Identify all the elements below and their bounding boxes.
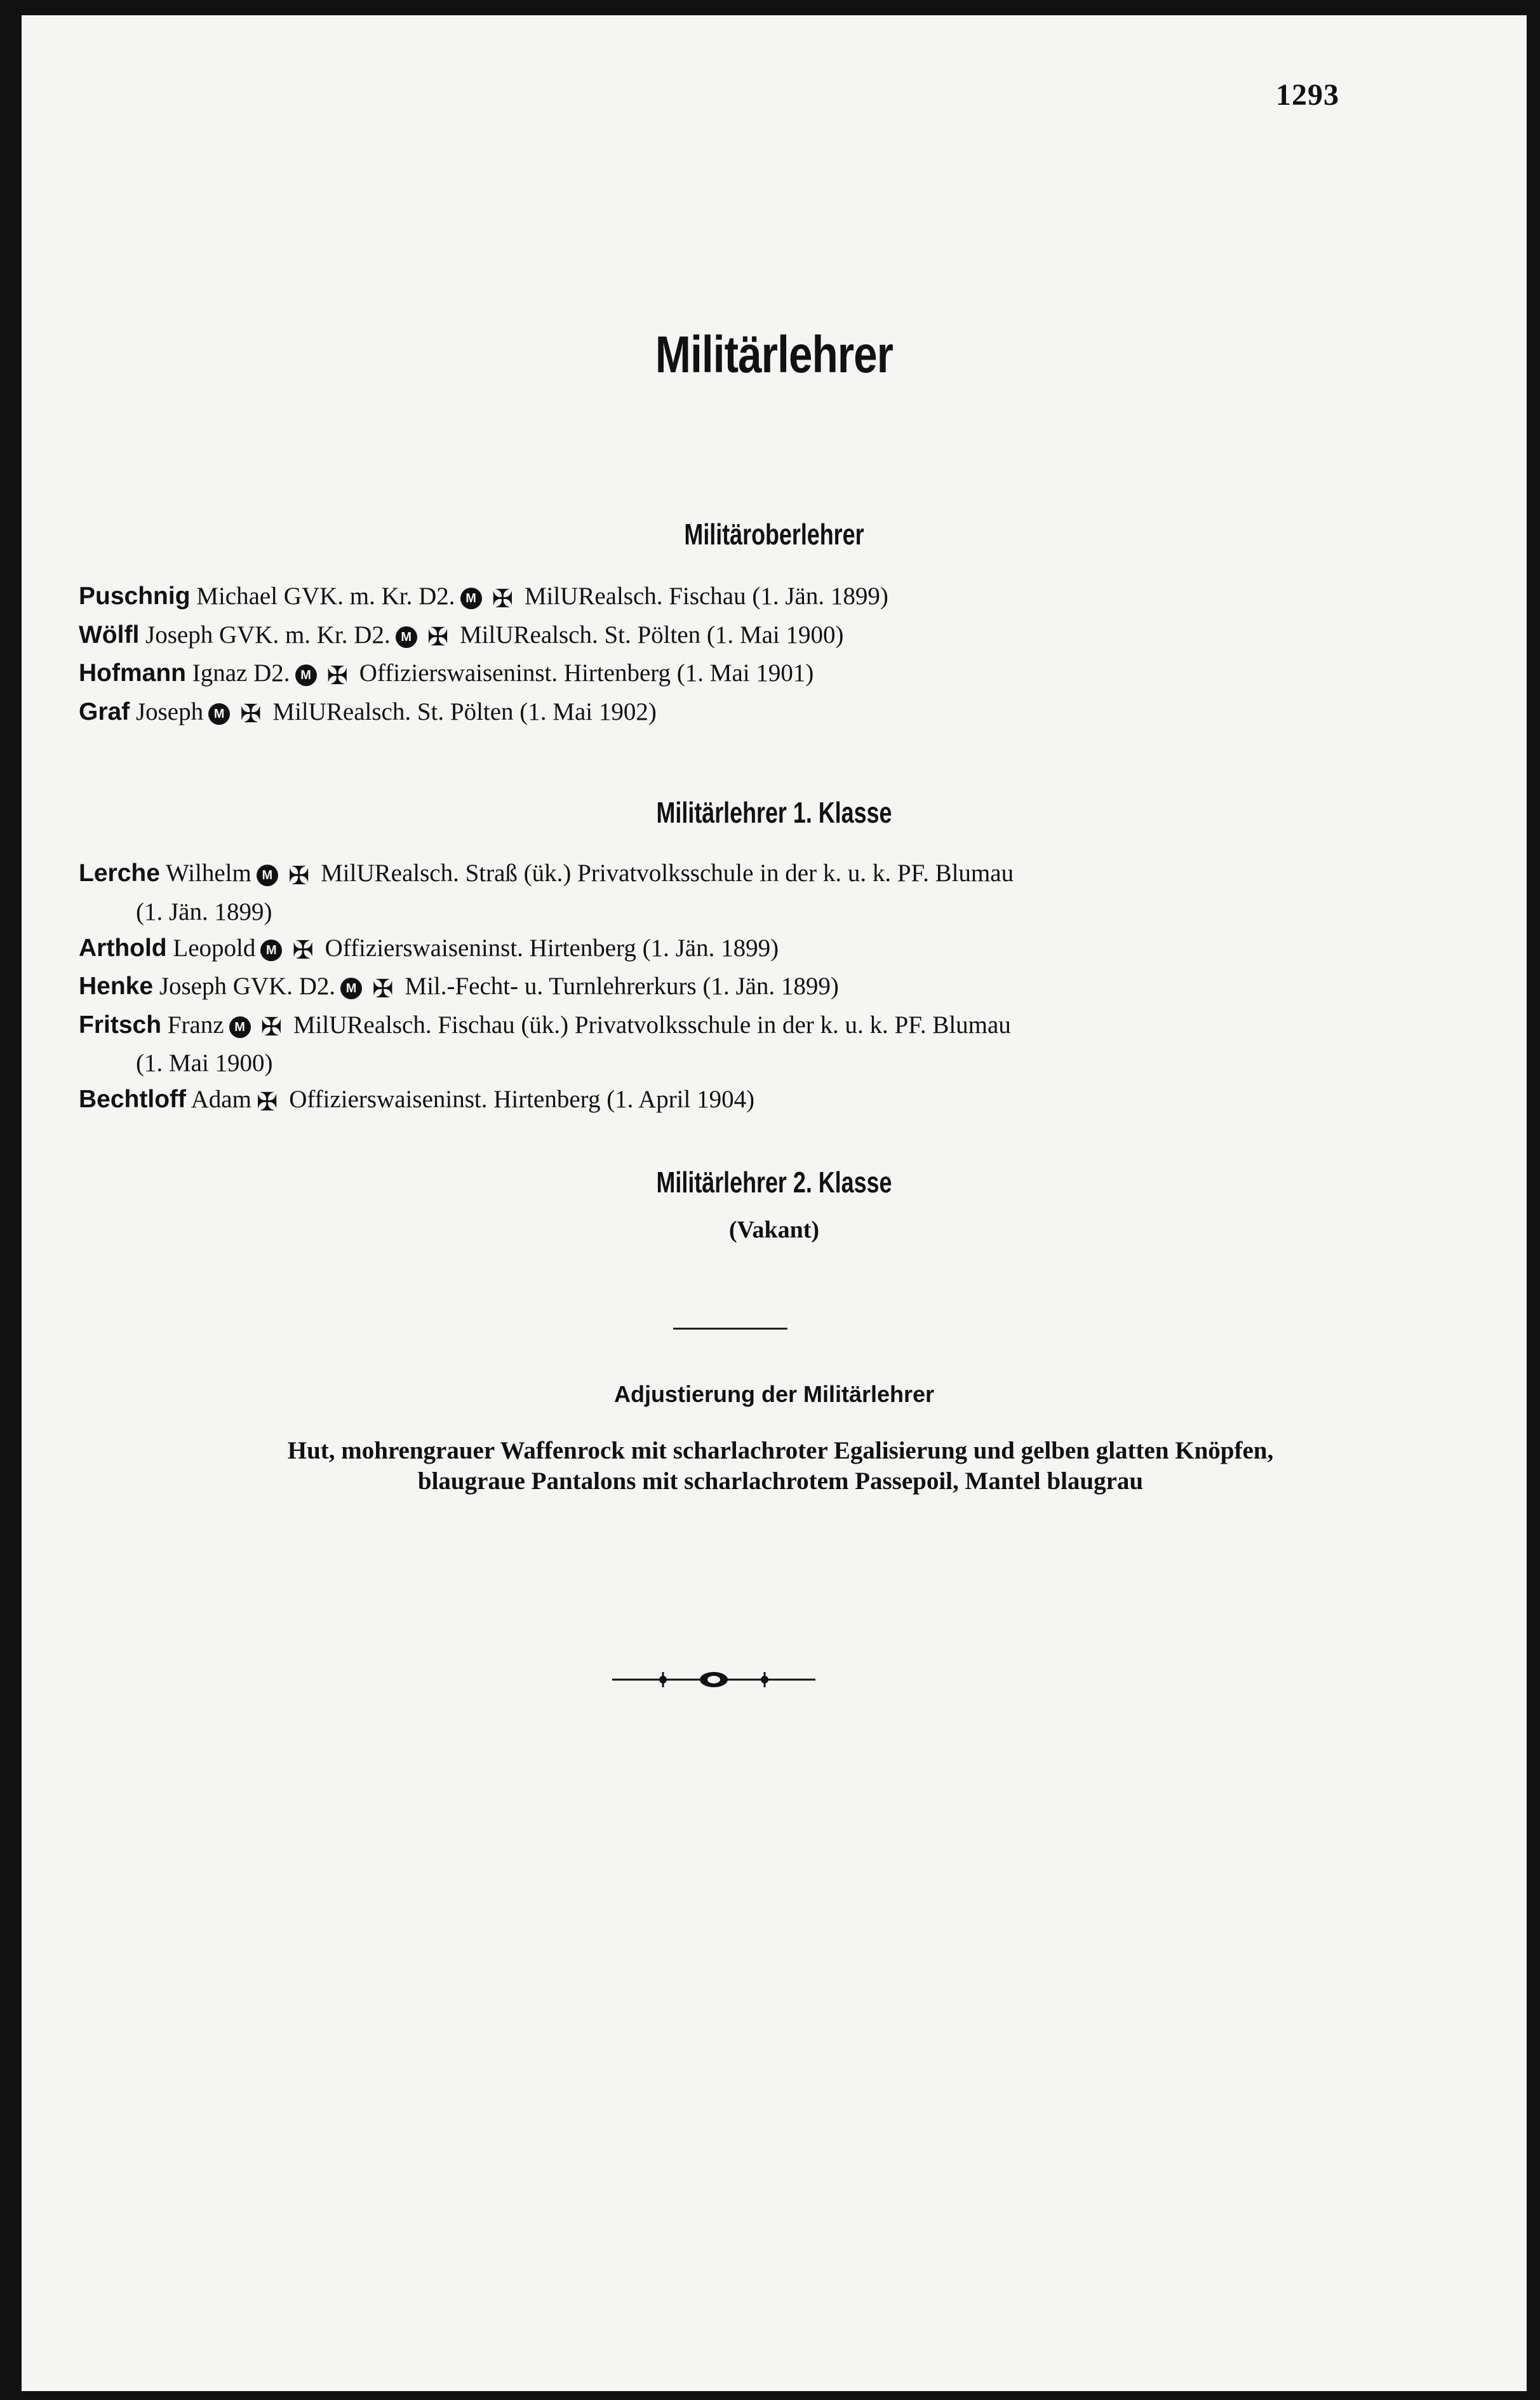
person-name: Arthold bbox=[79, 934, 167, 962]
medal-icon: M bbox=[295, 664, 317, 686]
list-item bbox=[79, 930, 1374, 969]
entry-details: Joseph bbox=[130, 698, 204, 725]
page-number: 1293 bbox=[1276, 78, 1339, 112]
entry-details: Michael GVK. m. Kr. D2. bbox=[190, 583, 455, 610]
entry-assignment: Offizierswaiseninst. Hirtenberg (1. Mai 1901) bbox=[353, 659, 814, 687]
vacant-note: (Vakant) bbox=[728, 1217, 820, 1243]
list-item-continuation: (1. Mai 1900) bbox=[136, 1049, 273, 1077]
medal-icon: M bbox=[208, 703, 230, 725]
section-heading-oberlehrer: Militäroberlehrer bbox=[684, 518, 864, 551]
cross-icon: ✠ bbox=[260, 1013, 283, 1042]
person-name: Wölfl bbox=[79, 621, 140, 649]
medal-icon: M bbox=[260, 940, 282, 961]
list-item bbox=[79, 855, 1374, 894]
adjustierung-line-1: Hut, mohrengrauer Waffenrock mit scharlachroter Egalisierung und gelben glatten Knöpfen, bbox=[287, 1437, 1274, 1464]
cross-icon: ✠ bbox=[240, 699, 262, 729]
list-item bbox=[79, 617, 1374, 656]
entry-assignment: MilURealsch. St. Pölten (1. Mai 1902) bbox=[266, 698, 657, 725]
cross-icon: ✠ bbox=[372, 974, 394, 1003]
entry-details: Joseph GVK. D2. bbox=[153, 973, 336, 1001]
entry-assignment: Offizierswaiseninst. Hirtenberg (1. April 1904) bbox=[283, 1086, 755, 1114]
list-item bbox=[79, 1007, 1374, 1046]
list-item bbox=[79, 655, 1374, 694]
section-heading-klasse1: Militärlehrer 1. Klasse bbox=[656, 796, 892, 829]
cross-icon: ✠ bbox=[492, 584, 514, 613]
person-name: Fritsch bbox=[79, 1011, 162, 1039]
entry-assignment: MilURealsch. St. Pölten (1. Mai 1900) bbox=[453, 621, 844, 649]
list-item-continuation: (1. Jän. 1899) bbox=[136, 898, 272, 926]
entry-details: Ignaz D2. bbox=[186, 659, 290, 687]
adjustierung-line-2: blaugraue Pantalons mit scharlachrotem Passepoil, Mantel blaugrau bbox=[417, 1467, 1144, 1495]
entry-assignment: MilURealsch. Fischau (1. Jän. 1899) bbox=[518, 583, 888, 610]
page-title: Militärlehrer bbox=[655, 326, 894, 384]
list-item bbox=[79, 694, 1374, 732]
cross-icon: ✠ bbox=[256, 1087, 278, 1116]
adjustierung-text bbox=[72, 1436, 1489, 1497]
ornament-icon bbox=[612, 1667, 815, 1692]
person-name: Hofmann bbox=[79, 659, 186, 687]
medal-icon: M bbox=[257, 865, 278, 886]
document-page bbox=[22, 15, 1527, 2391]
oberlehrer-list bbox=[79, 578, 1374, 732]
person-name: Lerche bbox=[79, 860, 160, 887]
cross-icon: ✠ bbox=[292, 936, 314, 965]
cross-icon: ✠ bbox=[288, 861, 310, 890]
entry-details: Leopold bbox=[166, 934, 256, 962]
person-name: Bechtloff bbox=[79, 1086, 186, 1114]
section-heading-klasse2: Militärlehrer 2. Klasse bbox=[656, 1166, 892, 1199]
entry-details: Adam bbox=[186, 1086, 251, 1114]
entry-assignment: Mil.-Fecht- u. Turnlehrerkurs (1. Jän. 1899) bbox=[398, 973, 839, 1001]
klasse1-list bbox=[79, 855, 1374, 1120]
list-item bbox=[79, 1081, 1374, 1120]
medal-icon: M bbox=[460, 588, 482, 609]
entry-assignment: Offizierswaiseninst. Hirtenberg (1. Jän. 1899) bbox=[318, 934, 779, 962]
cross-icon: ✠ bbox=[427, 623, 449, 652]
list-item bbox=[79, 968, 1374, 1007]
entry-assignment: MilURealsch. Fischau (ük.) Privatvolksschule in der k. u. k. PF. Blumau bbox=[287, 1011, 1011, 1039]
divider bbox=[673, 1328, 787, 1330]
cross-icon: ✠ bbox=[326, 661, 349, 690]
entry-assignment: MilURealsch. Straß (ük.) Privatvolksschule in der k. u. k. PF. Blumau bbox=[314, 860, 1014, 887]
person-name: Henke bbox=[79, 973, 154, 1001]
medal-icon: M bbox=[229, 1016, 251, 1038]
entry-details: Wilhelm bbox=[159, 860, 251, 887]
person-name: Graf bbox=[79, 698, 130, 725]
list-item bbox=[79, 578, 1374, 617]
medal-icon: M bbox=[396, 626, 417, 648]
entry-details: Joseph GVK. m. Kr. D2. bbox=[139, 621, 391, 649]
entry-details: Franz bbox=[161, 1011, 224, 1039]
adjustierung-heading: Adjustierung der Militärlehrer bbox=[613, 1381, 935, 1407]
person-name: Puschnig bbox=[79, 583, 191, 610]
medal-icon: M bbox=[340, 978, 362, 999]
